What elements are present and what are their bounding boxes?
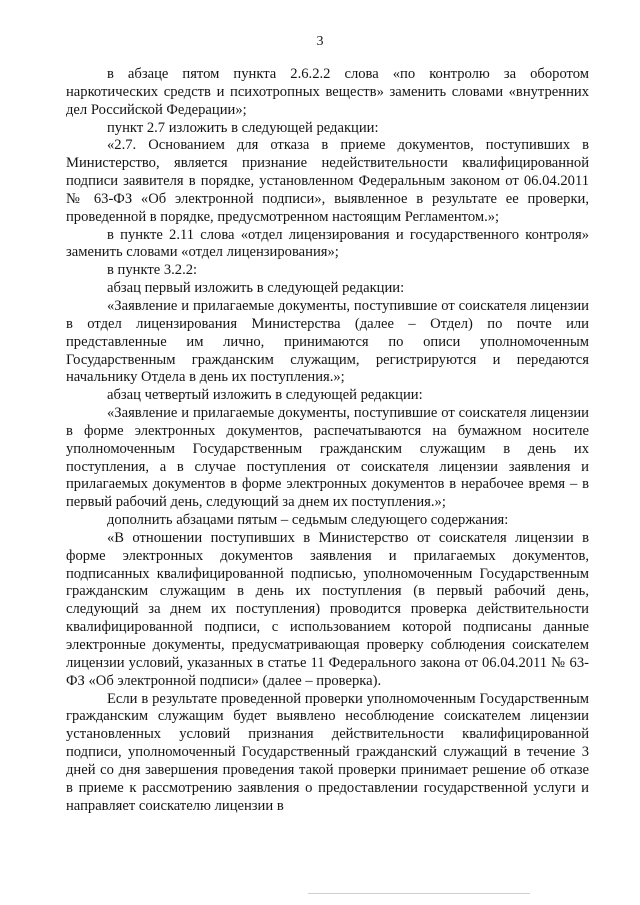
paragraph-fourth-abzac-text: «Заявление и прилагаемые документы, поступившие от соискателя лицензии в форме электронных документов, распечатываются на бумажном носителе уполномоченным Государственным гражданским служащим в день их поступления, а в случае поступления от соискателя лицензии заявления и прилагаемых документов в форме электронных документов в нерабочее время – в первый рабочий день, следующий за днем их поступления.»;: [66, 405, 589, 511]
paragraph-first-abzac-intro: абзац первый изложить в следующей редакции:: [107, 280, 405, 297]
paragraph-amend-2-6-2-2: в абзаце пятом пункта 2.6.2.2 слова «по контролю за оборотом наркотических средств и психотропных веществ» заменить словами «внутренних дел Российской Федерации»;: [66, 66, 589, 118]
paragraph-item-3-2-2-intro: в пункте 3.2.2:: [107, 262, 198, 279]
paragraph-item-2-7-text: «2.7. Основанием для отказа в приеме документов, поступивших в Министерство, является признание недействительности квалифицированной подписи заявителя в порядке, установленном Федеральным законом от 06.04.2011 № 63-ФЗ «Об электронной подписи», выявленное в результате ее проверки, проведенной в порядке, предусмотренном настоящим Регламентом.»;: [66, 137, 589, 225]
paragraph-fourth-abzac-intro: абзац четвертый изложить в следующей редакции:: [107, 387, 423, 404]
document-body: [66, 66, 589, 815]
page-number: 3: [316, 34, 324, 49]
paragraph-refusal-text: Если в результате проведенной проверки уполномоченным Государственным гражданским служащим будет выявлено несоблюдение соискателем лицензии установленных условий признания действительности квалифицированной подписи, уполномоченный Государственный гражданский служащий в течение 3 дней со дня завершения проведения такой проверки принимает решение об отказе в приеме к рассмотрению заявления о предоставлении государственной услуги и направляет соискателю лицензии в: [66, 690, 589, 814]
paragraph-item-2-7-intro: пункт 2.7 изложить в следующей редакции:: [107, 119, 379, 136]
paragraph-first-abzac-text: «Заявление и прилагаемые документы, поступившие от соискателя лицензии в отдел лицензирования Министерства (далее – Отдел) по почте или представленные им лично, принимаются по описи уполномоченным Государственным гражданским служащим, регистрируются и передаются начальнику Отдела в день их поступления.»;: [66, 297, 589, 386]
page-bottom-rule: [308, 893, 530, 894]
paragraph-amend-2-11: в пункте 2.11 слова «отдел лицензирования и государственного контроля» заменить словами «отдел лицензирования»;: [66, 226, 589, 261]
paragraph-verification-text: «В отношении поступивших в Министерство от соискателя лицензии в форме электронных документов заявления и прилагаемых документов, подписанных квалифицированной подписью, уполномоченным Государственным гражданским служащим в день их поступления (в первый рабочий день, следующий за днем их поступления) проводится проверка действительности квалифицированной подписи, с использованием которой подписаны данные электронные документы, предусматривающая проверку соблюдения соискателем лицензии условий, указанных в статье 11 Федерального закона от 06.04.2011 № 63-ФЗ «Об электронной подписи» (далее – проверка).: [66, 529, 589, 689]
paragraph-add-abzacs-intro: дополнить абзацами пятым – седьмым следующего содержания:: [107, 512, 509, 529]
